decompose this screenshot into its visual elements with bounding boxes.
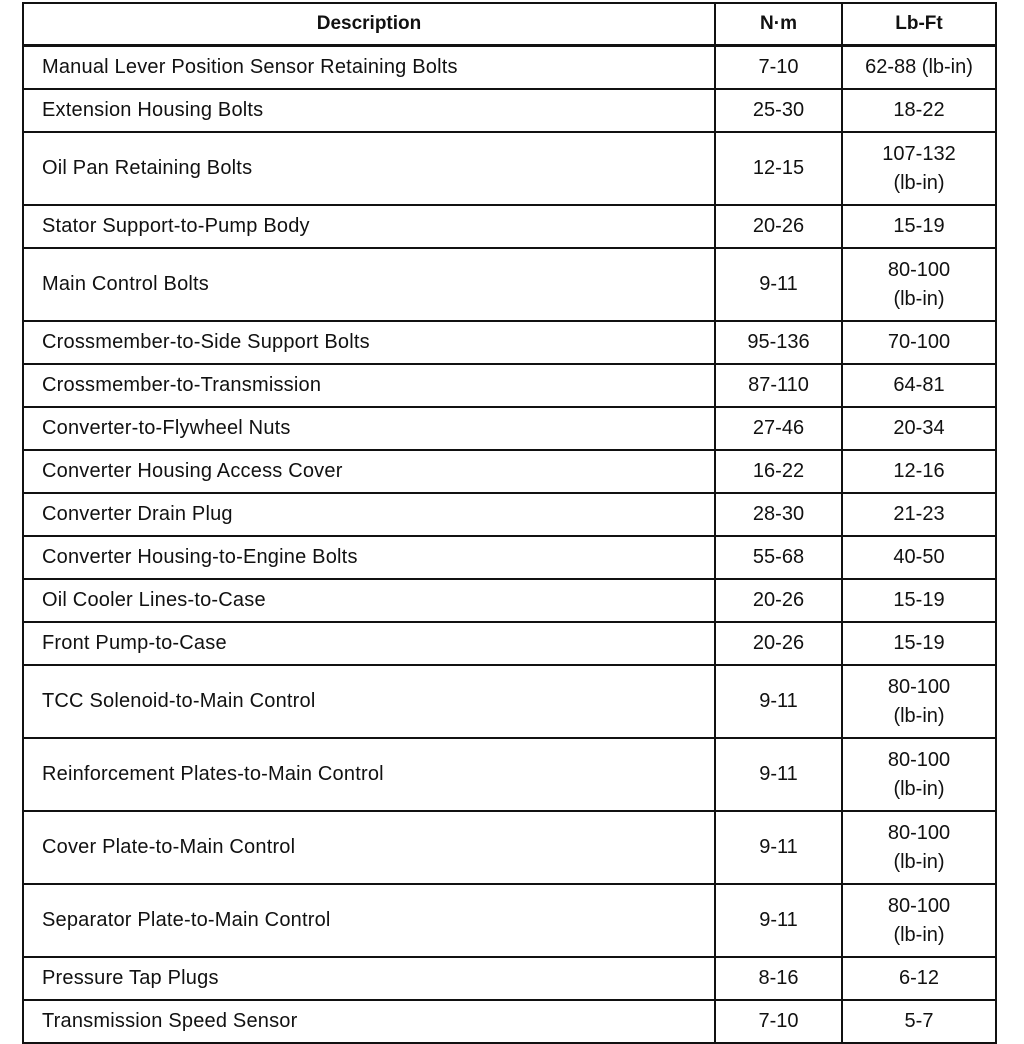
cell-nm: 9-11 (715, 811, 842, 884)
table-row (23, 811, 996, 884)
lbft-value: 6-12 (898, 967, 940, 989)
cell-nm: 87-110 (715, 364, 842, 407)
lbft-value: 80-100 (887, 748, 951, 771)
cell-lbft (842, 364, 996, 407)
cell-nm: 27-46 (715, 407, 842, 450)
table-row (23, 205, 996, 248)
table-row (23, 450, 996, 493)
cell-nm: 55-68 (715, 536, 842, 579)
header-lbft: Lb-Ft (842, 3, 996, 46)
cell-description: Separator Plate-to-Main Control (23, 884, 715, 957)
table-row (23, 132, 996, 205)
cell-lbft (842, 450, 996, 493)
lbft-value: 15-19 (893, 589, 945, 611)
cell-nm: 20-26 (715, 205, 842, 248)
lbft-value: 80-100 (887, 821, 951, 844)
cell-description: Cover Plate-to-Main Control (23, 811, 715, 884)
cell-description: Reinforcement Plates-to-Main Control (23, 738, 715, 811)
cell-description: Crossmember-to-Side Support Bolts (23, 321, 715, 364)
lbft-unit: (lb-in) (893, 287, 945, 310)
cell-lbft (842, 884, 996, 957)
lbft-value: 21-23 (893, 503, 945, 525)
lbft-value: 80-100 (887, 258, 951, 281)
cell-description: Converter Housing-to-Engine Bolts (23, 536, 715, 579)
table-row (23, 493, 996, 536)
cell-lbft (842, 957, 996, 1000)
cell-lbft (842, 536, 996, 579)
cell-lbft (842, 89, 996, 132)
lbft-value: 80-100 (887, 894, 951, 917)
cell-nm: 95-136 (715, 321, 842, 364)
cell-nm: 7-10 (715, 1000, 842, 1043)
cell-lbft (842, 622, 996, 665)
lbft-unit: (lb-in) (893, 777, 945, 800)
cell-description: Front Pump-to-Case (23, 622, 715, 665)
cell-description: Stator Support-to-Pump Body (23, 205, 715, 248)
table-row (23, 46, 996, 90)
cell-description: Crossmember-to-Transmission (23, 364, 715, 407)
cell-lbft (842, 493, 996, 536)
table-row (23, 248, 996, 321)
cell-nm: 12-15 (715, 132, 842, 205)
lbft-value: 64-81 (893, 374, 945, 396)
torque-specifications-table (22, 2, 997, 1044)
lbft-value: 70-100 (887, 331, 951, 353)
cell-description: Extension Housing Bolts (23, 89, 715, 132)
cell-nm: 8-16 (715, 957, 842, 1000)
cell-description: Oil Cooler Lines-to-Case (23, 579, 715, 622)
lbft-value: 12-16 (893, 460, 945, 482)
cell-nm: 20-26 (715, 622, 842, 665)
table-row (23, 89, 996, 132)
table-header-row (23, 3, 996, 46)
lbft-value: 107-132 (882, 142, 956, 165)
cell-nm: 9-11 (715, 248, 842, 321)
cell-description: Pressure Tap Plugs (23, 957, 715, 1000)
table-row (23, 407, 996, 450)
table-row (23, 622, 996, 665)
lbft-value: 15-19 (893, 632, 945, 654)
cell-lbft (842, 132, 996, 205)
cell-lbft (842, 407, 996, 450)
cell-nm: 9-11 (715, 884, 842, 957)
cell-description: Oil Pan Retaining Bolts (23, 132, 715, 205)
cell-description: Main Control Bolts (23, 248, 715, 321)
cell-nm: 7-10 (715, 46, 842, 90)
cell-lbft (842, 811, 996, 884)
table-row (23, 884, 996, 957)
cell-description: Transmission Speed Sensor (23, 1000, 715, 1043)
table-row (23, 1000, 996, 1043)
cell-description: Converter-to-Flywheel Nuts (23, 407, 715, 450)
cell-description: TCC Solenoid-to-Main Control (23, 665, 715, 738)
lbft-value: 15-19 (893, 215, 945, 237)
table-row (23, 321, 996, 364)
cell-lbft (842, 665, 996, 738)
table-row (23, 738, 996, 811)
lbft-unit: (lb-in) (893, 850, 945, 873)
lbft-value: 62-88 (lb-in) (865, 56, 973, 78)
lbft-value: 20-34 (893, 417, 945, 439)
cell-nm: 9-11 (715, 738, 842, 811)
table-row (23, 536, 996, 579)
cell-nm: 9-11 (715, 665, 842, 738)
lbft-value: 5-7 (904, 1010, 934, 1032)
cell-description: Converter Housing Access Cover (23, 450, 715, 493)
cell-nm: 25-30 (715, 89, 842, 132)
lbft-value: 40-50 (893, 546, 945, 568)
lbft-value: 18-22 (893, 99, 945, 121)
cell-lbft (842, 248, 996, 321)
cell-lbft (842, 321, 996, 364)
header-nm: N·m (715, 3, 842, 46)
cell-lbft (842, 205, 996, 248)
lbft-unit: (lb-in) (893, 923, 945, 946)
table-row (23, 364, 996, 407)
cell-description: Converter Drain Plug (23, 493, 715, 536)
table-row (23, 579, 996, 622)
lbft-unit: (lb-in) (893, 171, 945, 194)
table-row (23, 665, 996, 738)
table-row (23, 957, 996, 1000)
cell-nm: 28-30 (715, 493, 842, 536)
cell-nm: 16-22 (715, 450, 842, 493)
cell-lbft (842, 738, 996, 811)
cell-nm: 20-26 (715, 579, 842, 622)
cell-description: Manual Lever Position Sensor Retaining Bolts (23, 46, 715, 90)
header-description: Description (23, 3, 715, 46)
cell-lbft (842, 579, 996, 622)
cell-lbft (842, 46, 996, 90)
cell-lbft (842, 1000, 996, 1043)
lbft-unit: (lb-in) (893, 704, 945, 727)
lbft-value: 80-100 (887, 675, 951, 698)
